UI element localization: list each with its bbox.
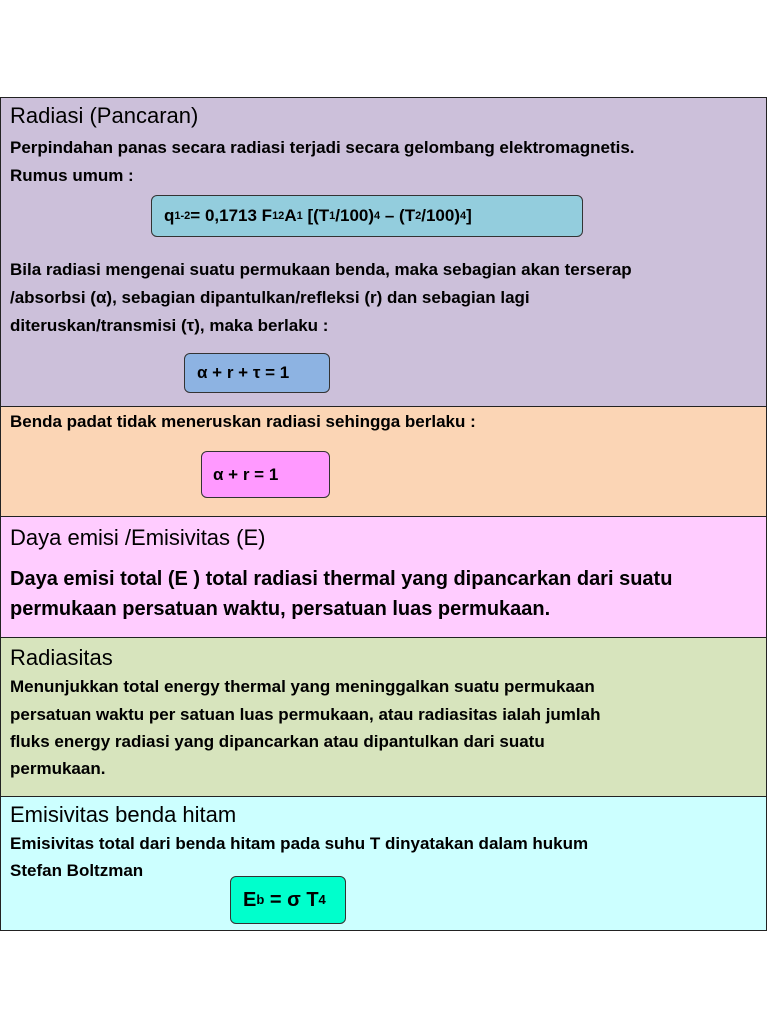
radiasi-section bbox=[0, 97, 767, 407]
radiasi-definition: Perpindahan panas secara radiasi terjadi secara gelombang elektromagnetis. bbox=[10, 138, 635, 157]
radiasitas-line-4: permukaan. bbox=[10, 759, 106, 778]
radiasitas-line-1: Menunjukkan total energy thermal yang meninggalkan suatu permukaan bbox=[10, 677, 595, 696]
radiasitas-line-3: fluks energy radiasi yang dipancarkan atau dipantulkan dari suatu bbox=[10, 732, 545, 751]
radiasi-paragraph-line-1: Bila radiasi mengenai suatu permukaan benda, maka sebagian akan terserap bbox=[10, 260, 632, 279]
alpha-r-tau-formula: α + r + τ = 1 bbox=[184, 353, 330, 393]
daya-emisi-section bbox=[0, 517, 767, 638]
radiation-exchange-formula: q 1-2 = 0,1713 F 12 A 1 [(T 1 /100) 4 – (T 2 /100) 4 ] bbox=[151, 195, 583, 237]
radiasitas-section bbox=[0, 638, 767, 797]
emisivitas-benda-hitam-section bbox=[0, 797, 767, 931]
radiasi-paragraph-line-2: /absorbsi (α), sebagian dipantulkan/refleksi (r) dan sebagian lagi bbox=[10, 288, 530, 307]
stefan-boltzmann-formula: E b = σ T 4 bbox=[230, 876, 346, 924]
radiasi-paragraph-line-3: diteruskan/transmisi (τ), maka berlaku : bbox=[10, 316, 329, 335]
emisivitas-benda-hitam-title: Emisivitas benda hitam bbox=[10, 802, 237, 827]
rumus-umum-label: Rumus umum : bbox=[10, 166, 134, 185]
benda-padat-section bbox=[0, 407, 767, 517]
benda-hitam-line-1: Emisivitas total dari benda hitam pada suhu T dinyatakan dalam hukum bbox=[10, 834, 589, 853]
daya-emisi-line-1: Daya emisi total (E ) total radiasi thermal yang dipancarkan dari suatu bbox=[10, 568, 673, 590]
daya-emisi-line-2: permukaan persatuan waktu, persatuan luas permukaan. bbox=[10, 598, 551, 620]
benda-padat-text: Benda padat tidak meneruskan radiasi sehingga berlaku : bbox=[10, 412, 476, 431]
radiasitas-line-2: persatuan waktu per satuan luas permukaan, atau radiasitas ialah jumlah bbox=[10, 705, 601, 724]
slide-content bbox=[0, 97, 767, 931]
benda-hitam-line-2: Stefan Boltzman bbox=[10, 861, 144, 880]
radiasi-title: Radiasi (Pancaran) bbox=[10, 103, 199, 128]
daya-emisi-title: Daya emisi /Emisivitas (E) bbox=[10, 525, 266, 550]
radiasitas-title: Radiasitas bbox=[10, 645, 113, 670]
alpha-r-formula: α + r = 1 bbox=[201, 451, 330, 498]
